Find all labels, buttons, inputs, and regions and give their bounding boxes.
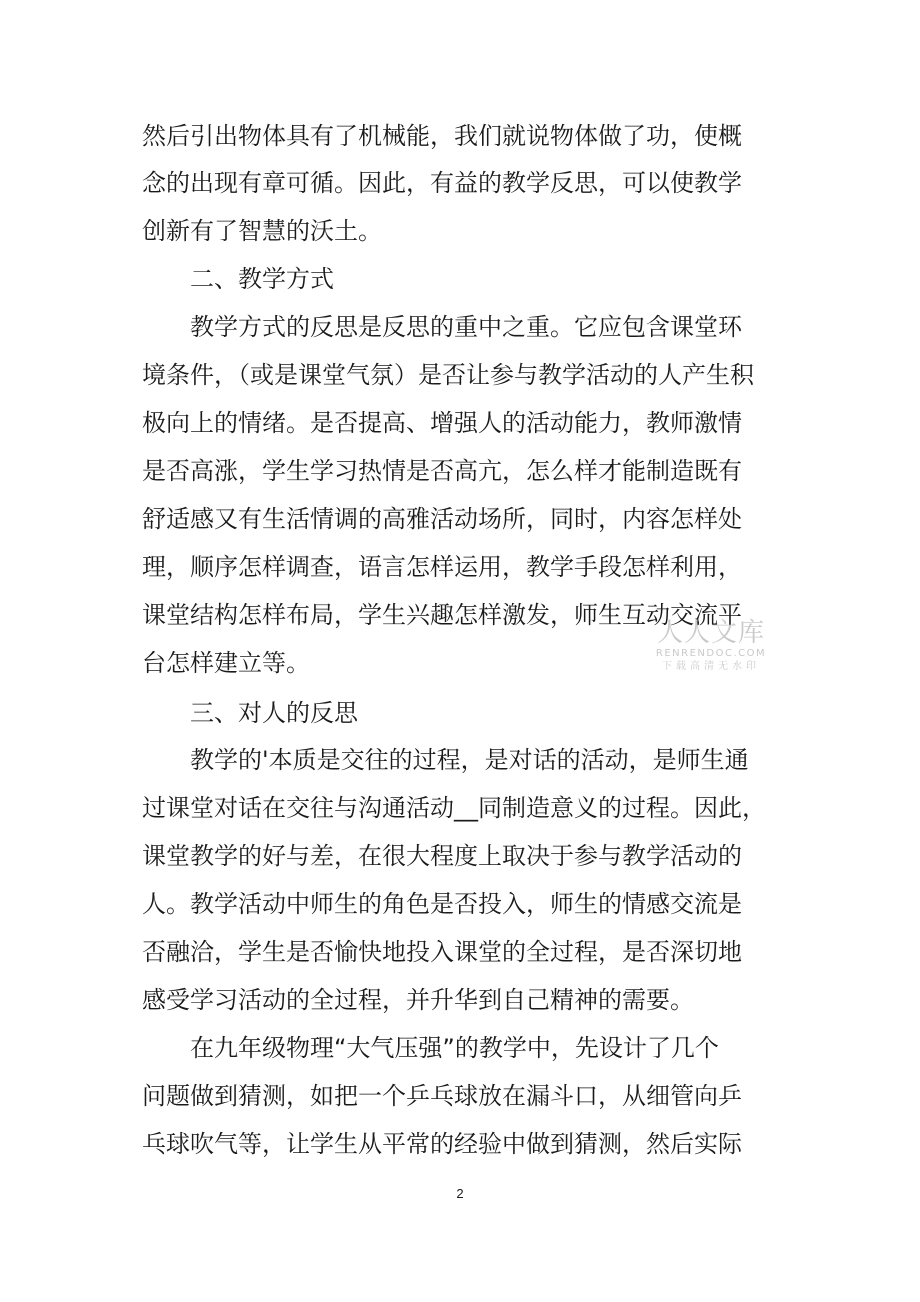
section-heading-text: 三、对人的反思	[190, 699, 358, 727]
text-line	[0, 1073, 920, 1119]
line-text: 境条件，（或是课堂气氛）是否让参与教学活动的人产生积	[142, 361, 754, 389]
text-line	[0, 737, 920, 783]
line-text: 感受学习活动的全过程，并升华到自己精神的需要。	[142, 986, 694, 1014]
line-text: 然后引出物体具有了机械能，我们就说物体做了功，使概	[142, 122, 742, 150]
watermark-subtitle: 下载高清无水印	[662, 661, 760, 672]
line-text: 问题做到猜测，如把一个乒乓球放在漏斗口，从细管向乒	[142, 1082, 742, 1110]
text-line	[0, 881, 920, 927]
watermark-title: 人人文库	[656, 618, 765, 648]
text-line	[0, 448, 920, 494]
text-line	[0, 785, 920, 831]
text-line	[0, 1121, 920, 1167]
text-line	[0, 400, 920, 446]
line-text: 创新有了智慧的沃土。	[142, 217, 382, 245]
text-line	[0, 1025, 920, 1071]
line-text: 人。教学活动中师生的角色是否投入，师生的情感交流是	[142, 890, 742, 918]
text-line	[0, 160, 920, 206]
line-text: 舒适感又有生活情调的高雅活动场所，同时，内容怎样处	[142, 505, 742, 533]
line-text: 台怎样建立等。	[142, 649, 310, 677]
text-line	[0, 352, 920, 398]
text-line	[0, 496, 920, 542]
line-text: 否融洽，学生是否愉快地投入课堂的全过程，是否深切地	[142, 938, 742, 966]
page-number: 2	[456, 1186, 464, 1201]
text-line	[0, 208, 920, 254]
line-text: 课堂教学的好与差，在很大程度上取决于参与教学活动的	[142, 842, 742, 870]
text-line	[0, 977, 920, 1023]
watermark-logo	[641, 618, 781, 673]
line-text: 教学的'本质是交往的过程，是对话的活动，是师生通	[190, 746, 749, 774]
line-text: 教学方式的反思是反思的重中之重。它应包含课堂环	[190, 313, 742, 341]
line-text: 理，顺序怎样调查，语言怎样运用，教学手段怎样利用，	[142, 553, 742, 581]
line-text: 念的出现有章可循。因此，有益的教学反思，可以使教学	[142, 169, 742, 197]
text-line	[0, 833, 920, 879]
line-text: 极向上的情绪。是否提高、增强人的活动能力，教师激情	[142, 409, 742, 437]
section-heading	[0, 256, 920, 302]
section-heading-text: 二、教学方式	[190, 265, 334, 293]
watermark-site: RENRENDOC.COM	[655, 648, 767, 659]
text-line	[0, 113, 920, 159]
line-text: 课堂结构怎样布局，学生兴趣怎样激发，师生互动交流平	[142, 601, 742, 629]
text-line	[0, 929, 920, 975]
text-line	[0, 544, 920, 590]
line-text: 过课堂对话在交往与沟通活动__同制造意义的过程。因此，	[142, 794, 766, 822]
line-text: 在九年级物理“大气压强”的教学中，先设计了几个	[190, 1034, 719, 1062]
text-line	[0, 640, 920, 686]
section-heading	[0, 690, 920, 736]
text-line	[0, 304, 920, 350]
line-text: 是否高涨，学生学习热情是否高亢，怎么样才能制造既有	[142, 457, 742, 485]
text-line	[0, 592, 920, 638]
line-text: 乓球吹气等，让学生从平常的经验中做到猜测，然后实际	[142, 1130, 742, 1158]
